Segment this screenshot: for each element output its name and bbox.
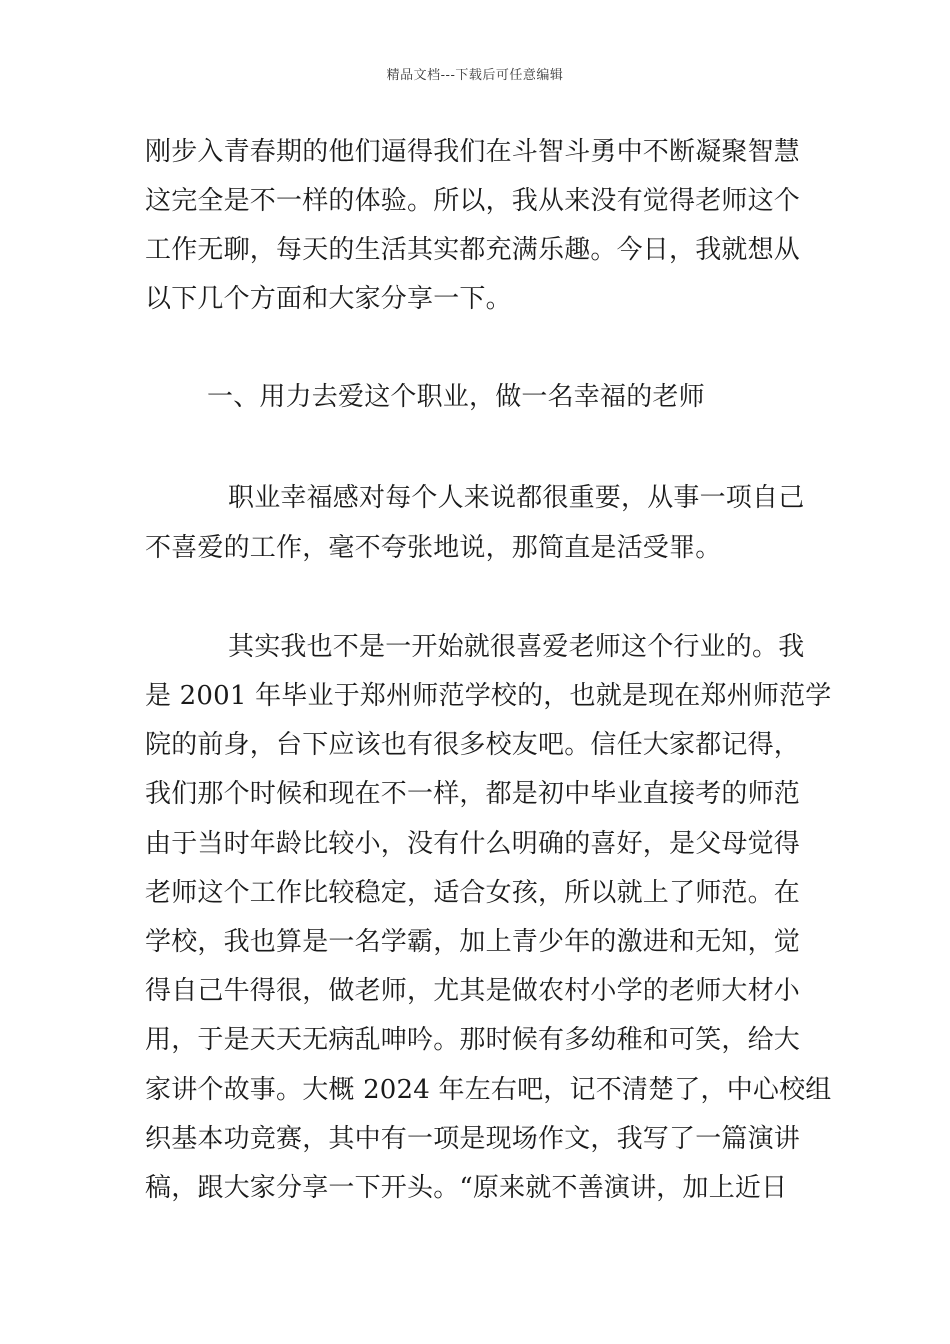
paragraph-line: 这完全是不一样的体验。所以，我从来没有觉得老师这个 <box>145 186 801 216</box>
paragraph-line: 稿，跟大家分享一下开头。“原来就不善演讲，加上近日 <box>145 1173 788 1203</box>
paragraph-line: 以下几个方面和大家分享一下。 <box>145 284 512 314</box>
section-heading: 一、用力去爱这个职业，做一名幸福的老师 <box>207 382 705 412</box>
paragraph-line: 家讲个故事。大概 2024 年左右吧，记不清楚了，中心校组 <box>145 1075 832 1105</box>
paragraph-line: 学校，我也算是一名学霸，加上青少年的激进和无知，觉 <box>145 927 801 957</box>
paragraph-line: 我们那个时候和现在不一样，都是初中毕业直接考的师范 <box>145 779 801 809</box>
paragraph-line: 工作无聊，每天的生活其实都充满乐趣。今日，我就想从 <box>145 235 801 265</box>
paragraph-line: 其实我也不是一开始就很喜爱老师这个行业的。我 <box>228 632 805 662</box>
paragraph-line: 刚步入青春期的他们逼得我们在斗智斗勇中不断凝聚智慧 <box>145 137 801 167</box>
paragraph-line: 职业幸福感对每个人来说都很重要，从事一项自己 <box>228 483 805 513</box>
paragraph-line: 老师这个工作比较稳定，适合女孩，所以就上了师范。在 <box>145 878 801 908</box>
paragraph-line: 不喜爱的工作，毫不夸张地说，那简直是活受罪。 <box>145 533 722 563</box>
paragraph-line: 织基本功竞赛，其中有一项是现场作文，我写了一篇演讲 <box>145 1124 801 1154</box>
paragraph-line: 是 2001 年毕业于郑州师范学校的，也就是现在郑州师范学 <box>145 681 832 711</box>
page-header: 精品文档---下载后可任意编辑 <box>386 68 564 83</box>
paragraph-line: 用，于是天天无病乱呻吟。那时候有多幼稚和可笑，给大 <box>145 1025 801 1055</box>
paragraph-line: 由于当时年龄比较小，没有什么明确的喜好，是父母觉得 <box>145 829 801 859</box>
paragraph-line: 得自己牛得很，做老师，尤其是做农村小学的老师大材小 <box>145 976 801 1006</box>
paragraph-line: 院的前身，台下应该也有很多校友吧。信任大家都记得， <box>145 730 801 760</box>
